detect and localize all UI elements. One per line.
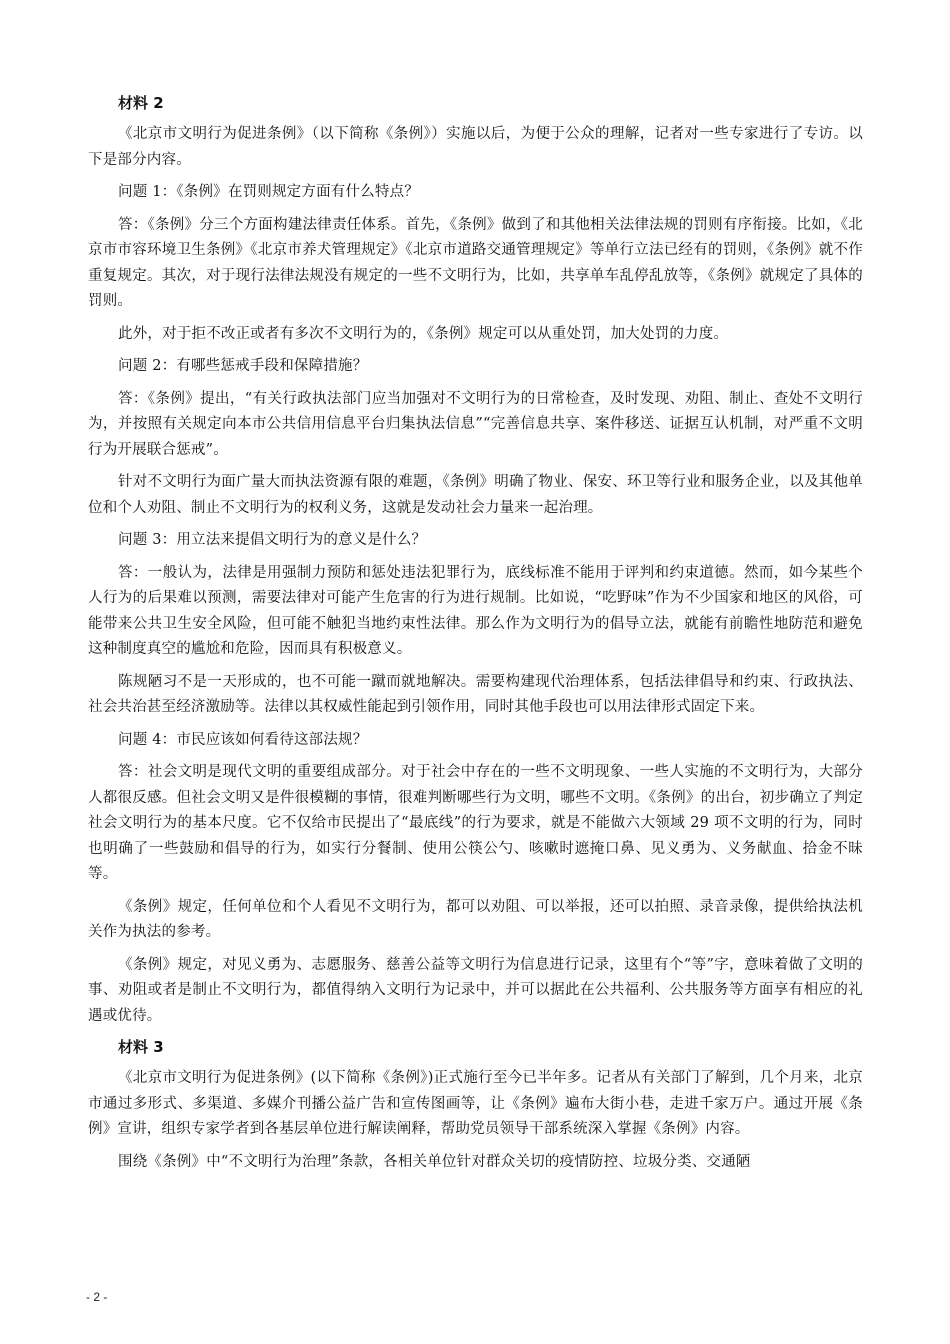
paragraph: 针对不文明行为面广量大而执法资源有限的难题，《条例》明确了物业、保安、环卫等行业和服务企业，以及其他单位和个人劝阻、制止不文明行为的权利义务，这就是发动社会力量来一起治理。	[88, 474, 863, 516]
material-3-section	[88, 1036, 863, 1175]
answer-3: 答：一般认为，法律是用强制力预防和惩处违法犯罪行为，底线标准不能用于评判和约束道德。然而，如今某些个人行为的后果难以预测，需要法律对可能产生危害的行为进行规制。比如说，“吃野味”作为不少国家和地区的风俗，可能带来公共卫生安全风险，但可能不触犯当地约束性法律。那么作为文明行为的倡导立法，就能有前瞻性地防范和避免这种制度真空的尴尬和危险，因而具有积极意义。	[88, 564, 863, 657]
question-3: 问题 3：用立法来提倡文明行为的意义是什么？	[118, 532, 427, 548]
document-page	[88, 92, 863, 1182]
paragraph: 《条例》规定，任何单位和个人看见不文明行为，都可以劝阻、可以举报，还可以拍照、录音录像，提供给执法机关作为执法的参考。	[88, 898, 863, 940]
answer-1: 答：《条例》分三个方面构建法律责任体系。首先，《条例》做到了和其他相关法律法规的罚则有序衔接。比如，《北京市市容环境卫生条例》《北京市养犬管理规定》《北京市道路交通管理规定》等单行立法已经有的罚则，《条例》就不作重复规定。其次，对于现行法律法规没有规定的一些不文明行为，比如，共享单车乱停乱放等，《条例》就规定了具体的罚则。	[88, 216, 863, 309]
question-1: 问题 1：《条例》在罚则规定方面有什么特点？	[118, 184, 419, 200]
paragraph: 《条例》规定，对见义勇为、志愿服务、慈善公益等文明行为信息进行记录，这里有个“等”字，意味着做了文明的事、劝阻或者是制止不文明行为，都值得纳入文明行为记录中，并可以据此在公共福利、公共服务等方面享有相应的礼遇或优待。	[88, 956, 863, 1024]
paragraph: 《北京市文明行为促进条例》(以下简称《条例》)正式施行至今已半年多。记者从有关部门了解到，几个月来，北京市通过多形式、多渠道、多媒介刊播公益广告和宣传图画等，让《条例》遍布大街小巷，走进千家万户。通过开展《条例》宣讲，组织专家学者到各基层单位进行解读阐释，帮助党员领导干部系统深入掌握《条例》内容。	[88, 1070, 863, 1137]
question-2: 问题 2：有哪些惩戒手段和保障措施？	[118, 358, 368, 374]
material-2-heading: 材料 2	[118, 94, 164, 112]
paragraph: 此外，对于拒不改正或者有多次不文明行为的，《条例》规定可以从重处罚，加大处罚的力度。	[118, 325, 729, 342]
page-number: - 2 -	[86, 1290, 108, 1304]
answer-4: 答：社会文明是现代文明的重要组成部分。对于社会中存在的一些不文明现象、一些人实施的不文明行为，大部分人都很反感。但社会文明又是件很模糊的事情，很难判断哪些行为文明，哪些不文明。《条例》的出台，初步确立了判定社会文明行为的基本尺度。它不仅给市民提出了“最底线”的行为要求，就是不能做六大领域 29 项不文明的行为，同时也明确了一些鼓励和倡导的行为，如实行分餐制、使用公筷公勺、咳嗽时遮掩口鼻、见义勇为、义务献血、拾金不昧等。	[88, 764, 863, 882]
material-3-heading: 材料 3	[118, 1038, 164, 1056]
paragraph: 陈规陋习不是一天形成的，也不可能一蹴而就地解决。需要构建现代治理体系，包括法律倡导和约束、行政执法、社会共治甚至经济激励等。法律以其权威性能起到引领作用，同时其他手段也可以用法律形式固定下来。	[88, 673, 863, 715]
question-4: 问题 4：市民应该如何看待这部法规？	[118, 731, 368, 748]
material-2-section	[88, 92, 863, 1029]
paragraph: 围绕《条例》中“不文明行为治理”条款，各相关单位针对群众关切的疫情防控、垃圾分类、交通陋	[118, 1153, 751, 1170]
answer-2: 答：《条例》提出，“有关行政执法部门应当加强对不文明行为的日常检查，及时发现、劝阻、制止、查处不文明行为，并按照有关规定向本市公共信用信息平台归集执法信息”“完善信息共享、案件移送、证据互认机制，对严重不文明行为开展联合惩戒”。	[88, 390, 863, 458]
paragraph: 《北京市文明行为促进条例》（以下简称《条例》）实施以后，为便于公众的理解，记者对一些专家进行了专访。以下是部分内容。	[88, 126, 863, 168]
